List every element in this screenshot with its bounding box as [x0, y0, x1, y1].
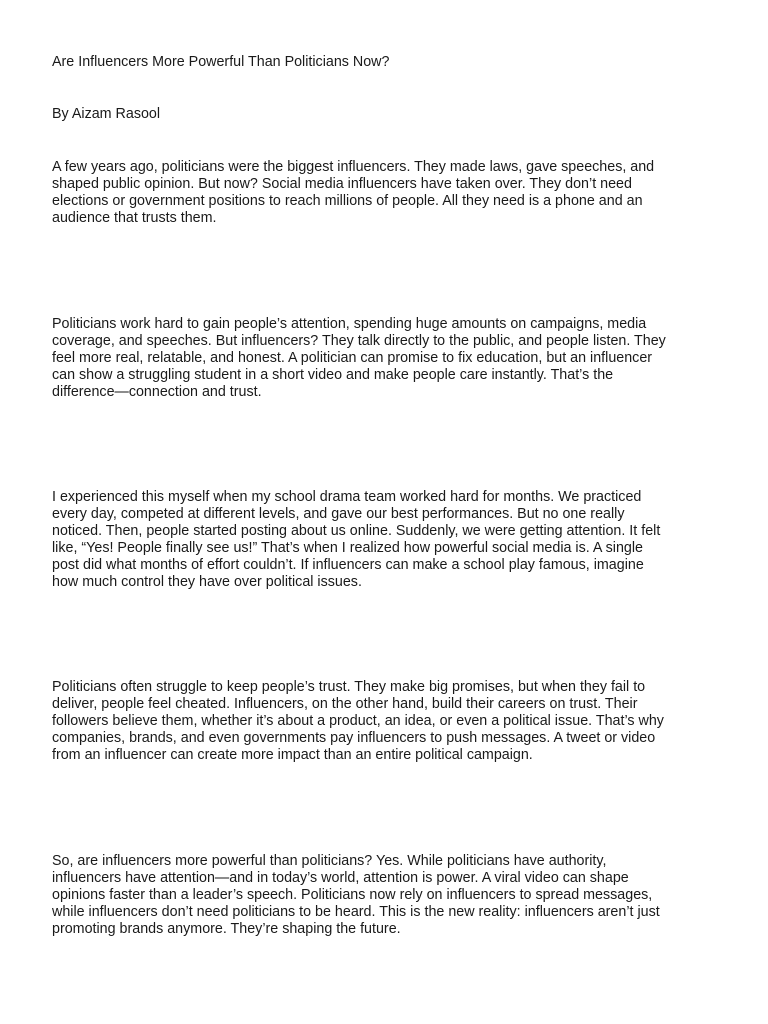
paragraph-line: feel more real, relatable, and honest. A politician can promise to fix education, but an influencer	[52, 350, 653, 366]
paragraph-line: Politicians often struggle to keep people’s trust. They make big promises, but when they fail to	[52, 679, 646, 695]
paragraph-line: A few years ago, politicians were the biggest influencers. They made laws, gave speeches, and	[52, 159, 655, 175]
paragraph-line: can show a struggling student in a short video and make people care instantly. That’s the	[52, 367, 614, 383]
paragraph-line: companies, brands, and even governments pay influencers to push messages. A tweet or video	[52, 730, 656, 746]
paragraph-line: influencers have attention—and in today’s world, attention is power. A viral video can shape	[52, 870, 629, 886]
document-byline: By Aizam Rasool	[52, 106, 161, 122]
paragraph	[52, 316, 732, 401]
paragraph-line: every day, competed at different levels, and gave our best performances. But no one really	[52, 506, 625, 522]
paragraph-line: difference—connection and trust.	[52, 384, 262, 400]
paragraph	[52, 159, 732, 227]
paragraph-line: noticed. Then, people started posting about us online. Suddenly, we were getting attention. It felt	[52, 523, 661, 539]
paragraph-line: like, “Yes! People finally see us!” That’s when I realized how powerful social media is. A single	[52, 540, 643, 556]
paragraph-line: audience that trusts them.	[52, 210, 217, 226]
paragraph-line: from an influencer can create more impact than an entire political campaign.	[52, 747, 533, 763]
document-title: Are Influencers More Powerful Than Politicians Now?	[52, 54, 390, 70]
paragraph-line: how much control they have over political issues.	[52, 574, 362, 590]
paragraph-line: opinions faster than a leader’s speech. Politicians now rely on influencers to spread messages,	[52, 887, 653, 903]
paragraph-line: I experienced this myself when my school drama team worked hard for months. We practiced	[52, 489, 642, 505]
paragraph	[52, 679, 732, 764]
paragraph-line: elections or government positions to reach millions of people. All they need is a phone and an	[52, 193, 643, 209]
paragraph-line: post did what months of effort couldn’t. If influencers can make a school play famous, imagine	[52, 557, 644, 573]
paragraph-line: So, are influencers more powerful than politicians? Yes. While politicians have authority,	[52, 853, 607, 869]
paragraph-line: Politicians work hard to gain people’s attention, spending huge amounts on campaigns, media	[52, 316, 647, 332]
paragraph-line: coverage, and speeches. But influencers? They talk directly to the public, and people listen. They	[52, 333, 666, 349]
paragraph-line: followers believe them, whether it’s about a product, an idea, or even a political issue. That’s why	[52, 713, 664, 729]
paragraph-line: while influencers don’t need politicians to be heard. This is the new reality: influencers aren’t just	[52, 904, 660, 920]
paragraph-line: promoting brands anymore. They’re shaping the future.	[52, 921, 401, 937]
paragraph	[52, 489, 732, 591]
paragraph-line: shaped public opinion. But now? Social media influencers have taken over. They don’t need	[52, 176, 632, 192]
paragraph-line: deliver, people feel cheated. Influencers, on the other hand, build their careers on trust. Their	[52, 696, 638, 712]
paragraph	[52, 853, 732, 938]
